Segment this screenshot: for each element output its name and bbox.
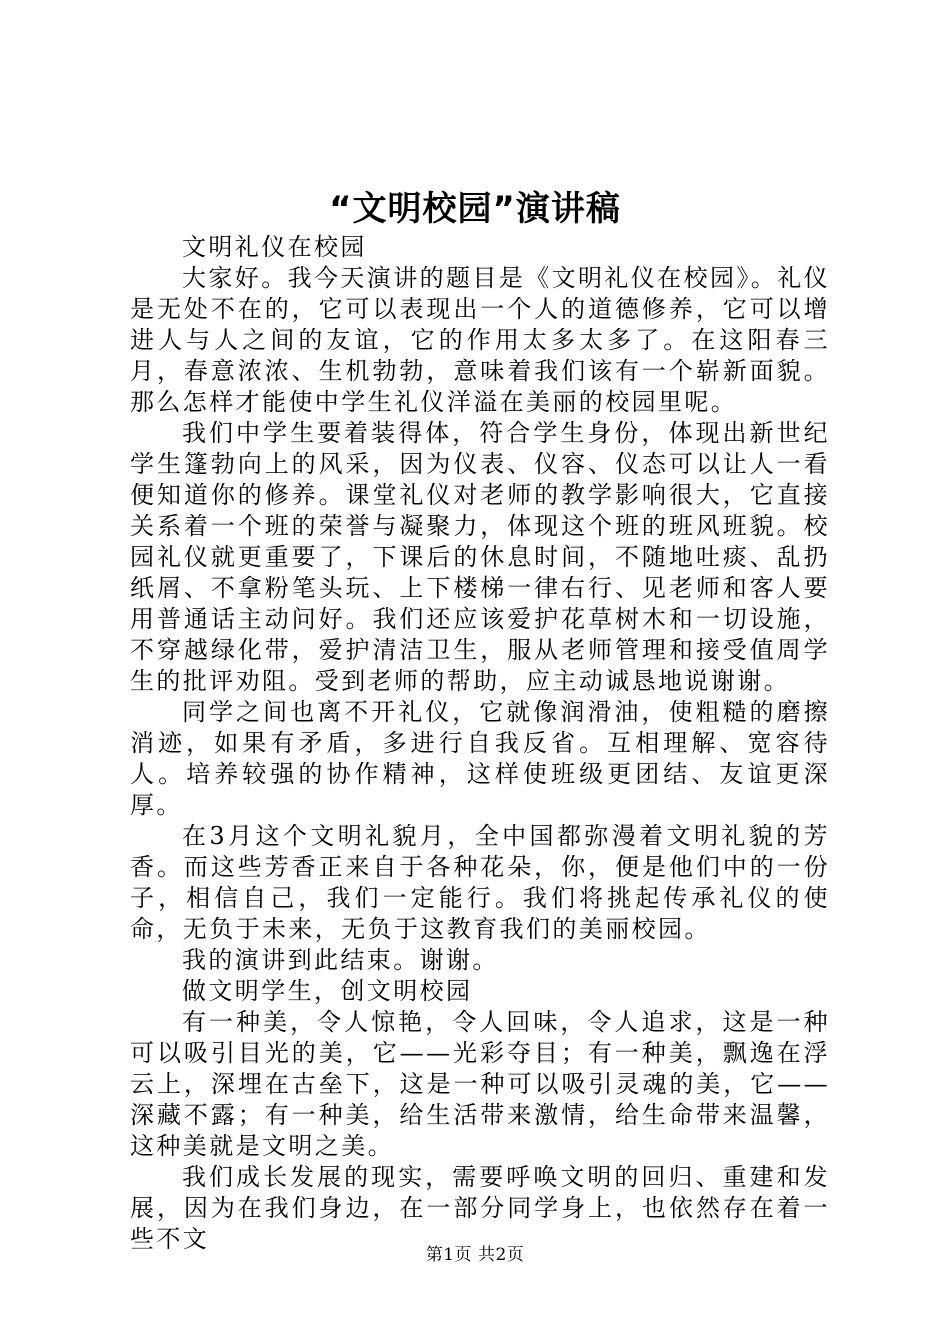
- paragraph: 同学之间也离不开礼仪，它就像润滑油，使粗糙的磨擦消迹，如果有矛盾，多进行自我反省。互相理解、宽容待人。培养较强的协作精神，这样使班级更团结、友谊更深厚。: [130, 698, 830, 819]
- paragraph-subtitle-1: 文明礼仪在校园: [182, 233, 367, 261]
- document-body: [130, 232, 830, 1255]
- paragraph: 我的演讲到此结束。谢谢。: [182, 946, 499, 974]
- page-footer: 第1页 共2页: [425, 1245, 525, 1265]
- paragraph-subtitle-2: 做文明学生，创文明校园: [182, 977, 473, 1005]
- paragraph: 我们中学生要着装得体，符合学生身份，体现出新世纪学生篷勃向上的风采，因为仪表、仪容、仪态可以让人一看便知道你的修养。课堂礼仪对老师的教学影响很大，它直接关系着一个班的荣誉与凝聚力，体现这个班的班风班貌。校园礼仪就更重要了，下课后的休息时间，不随地吐痰、乱扔纸屑、不拿粉笔头玩、上下楼梯一律右行、见老师和客人要用普通话主动问好。我们还应该爱护花草树木和一切设施，不穿越绿化带，爱护清洁卫生，服从老师管理和接受值周学生的批评劝阻。受到老师的帮助，应主动诚恳地说谢谢。: [130, 419, 830, 695]
- paragraph: 有一种美，令人惊艳，令人回味，令人追求，这是一种可以吸引目光的美，它——光彩夺目；有一种美，飘逸在浮云上，深埋在古垒下，这是一种可以吸引灵魂的美，它——深藏不露；有一种美，给生活带来激情，给生命带来温馨，这种美就是文明之美。: [130, 1008, 830, 1160]
- paragraph: 大家好。我今天演讲的题目是《文明礼仪在校园》。礼仪是无处不在的，它可以表现出一个人的道德修养，它可以增进人与人之间的友谊，它的作用太多太多了。在这阳春三月，春意浓浓、生机勃勃，意味着我们该有一个崭新面貌。那么怎样才能使中学生礼仪洋溢在美丽的校园里呢。: [130, 264, 830, 416]
- paragraph: 我们成长发展的现实，需要呼唤文明的回归、重建和发展，因为在我们身边，在一部分同学身上，也依然存在着一些不文: [130, 1163, 830, 1253]
- paragraph: 在3月这个文明礼貌月，全中国都弥漫着文明礼貌的芳香。而这些芳香正来自于各种花朵，你，便是他们中的一份子，相信自己，我们一定能行。我们将挑起传承礼仪的使命，无负于未来，无负于这教育我们的美丽校园。: [130, 822, 830, 943]
- document-title: “文明校园”演讲稿: [329, 189, 621, 229]
